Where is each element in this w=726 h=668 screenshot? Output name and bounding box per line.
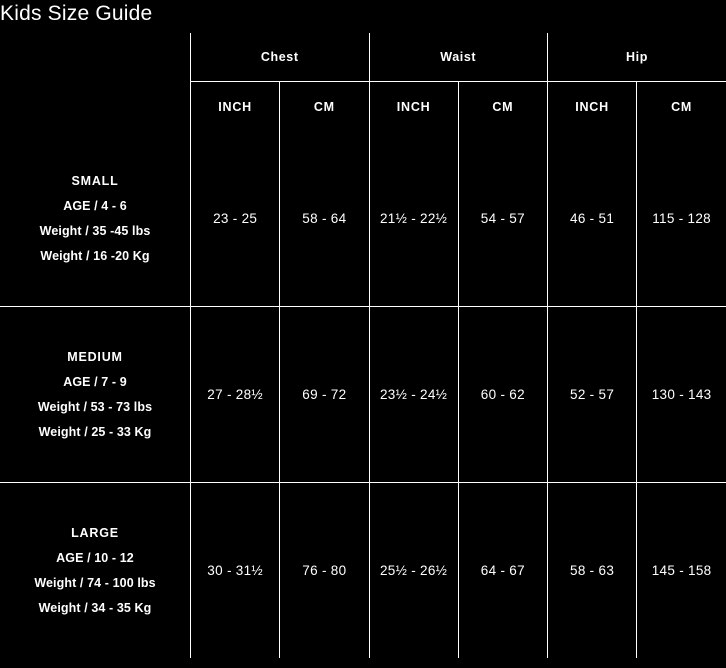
- size-name: LARGE: [71, 526, 119, 540]
- cell-hip-cm: 145 - 158: [637, 483, 726, 659]
- table-group-header-row: [0, 33, 726, 82]
- cell-waist-inch: 21½ - 22½: [369, 131, 458, 307]
- size-info-cell-small: [0, 131, 191, 307]
- cell-waist-cm: 64 - 67: [458, 483, 547, 659]
- size-weight-lbs: Weight / 74 - 100 lbs: [34, 576, 156, 590]
- unit-header-chest-inch: INCH: [191, 82, 280, 132]
- cell-waist-cm: 54 - 57: [458, 131, 547, 307]
- cell-hip-inch: 52 - 57: [547, 307, 636, 483]
- cell-hip-cm: 115 - 128: [637, 131, 726, 307]
- size-info-cell-medium: [0, 307, 191, 483]
- group-header-chest: Chest: [191, 33, 369, 82]
- cell-chest-cm: 58 - 64: [280, 131, 369, 307]
- size-age: AGE / 7 - 9: [63, 375, 127, 389]
- unit-header-waist-cm: CM: [458, 82, 547, 132]
- table-row: [0, 131, 726, 307]
- size-weight-lbs: Weight / 35 -45 lbs: [39, 224, 151, 238]
- size-name: SMALL: [71, 174, 119, 188]
- cell-chest-inch: 23 - 25: [191, 131, 280, 307]
- cell-hip-cm: 130 - 143: [637, 307, 726, 483]
- unit-header-hip-inch: INCH: [547, 82, 636, 132]
- cell-waist-cm: 60 - 62: [458, 307, 547, 483]
- size-guide-table: [0, 33, 726, 658]
- cell-chest-cm: 69 - 72: [280, 307, 369, 483]
- size-age: AGE / 4 - 6: [63, 199, 127, 213]
- size-weight-kg: Weight / 25 - 33 Kg: [38, 425, 152, 439]
- cell-chest-inch: 27 - 28½: [191, 307, 280, 483]
- cell-waist-inch: 23½ - 24½: [369, 307, 458, 483]
- group-header-waist: Waist: [369, 33, 547, 82]
- table-row: [0, 483, 726, 659]
- table-corner-cell: [0, 33, 191, 82]
- cell-hip-inch: 46 - 51: [547, 131, 636, 307]
- page-title: Kids Size Guide: [0, 2, 153, 25]
- cell-hip-inch: 58 - 63: [547, 483, 636, 659]
- table-row: [0, 307, 726, 483]
- unit-header-hip-cm: CM: [637, 82, 726, 132]
- unit-header-blank: [0, 82, 191, 132]
- size-age: AGE / 10 - 12: [56, 551, 134, 565]
- size-weight-lbs: Weight / 53 - 73 lbs: [37, 400, 153, 414]
- cell-chest-inch: 30 - 31½: [191, 483, 280, 659]
- cell-waist-inch: 25½ - 26½: [369, 483, 458, 659]
- size-info-cell-large: [0, 483, 191, 659]
- size-weight-kg: Weight / 34 - 35 Kg: [38, 601, 152, 615]
- table-unit-header-row: [0, 82, 726, 132]
- size-name: MEDIUM: [67, 350, 123, 364]
- unit-header-waist-inch: INCH: [369, 82, 458, 132]
- group-header-hip: Hip: [547, 33, 726, 82]
- cell-chest-cm: 76 - 80: [280, 483, 369, 659]
- unit-header-chest-cm: CM: [280, 82, 369, 132]
- size-weight-kg: Weight / 16 -20 Kg: [40, 249, 150, 263]
